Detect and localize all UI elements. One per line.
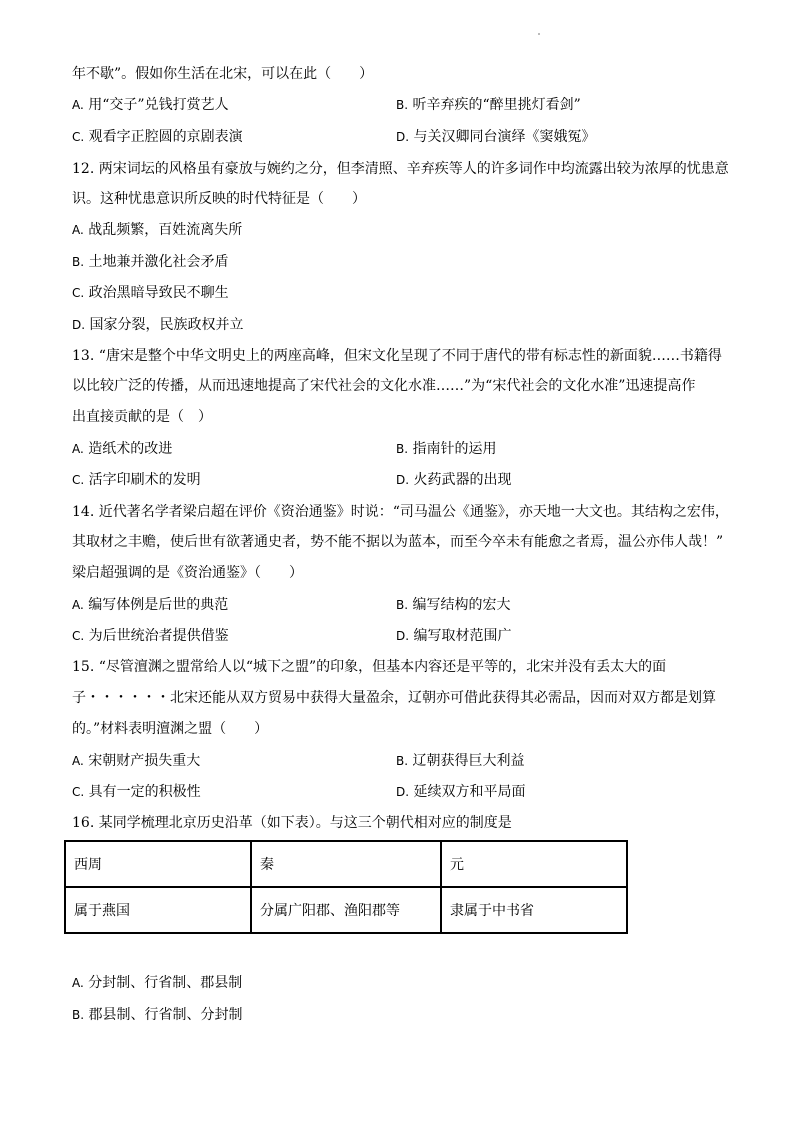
q12-option-a[interactable] [72,221,242,239]
q11-stem-tail: 年不歇”。假如你生活在北宋，可以在此（ ） [72,66,374,82]
q12-option-c[interactable] [72,284,229,302]
q13-option-b[interactable] [396,440,497,458]
q12-stem-line-2: 识。这种忧患意识所反映的时代特征是（ ） [72,191,366,207]
option-text: 郡县制、行省制、分封制 [88,1007,243,1023]
q15-stem-line-2: 子・・・・・・北宋还能从双方贸易中获得大量盈余，辽朝亦可借此获得其必需品，因而对双方都是划算 [72,690,716,706]
q14-stem-line-2: 其取材之丰赡，使后世有欲著通史者，势不能不据以为蓝本，而至今卒未有能愈之者焉，温公亦伟人哉！” [72,534,724,550]
option-label: D. [396,785,410,799]
scan-dot [538,33,540,35]
table-header-cell: 元 [441,841,627,887]
option-label: C. [72,629,85,643]
option-text: 宋朝财产损失重大 [88,753,201,769]
q14-option-a[interactable] [72,596,228,614]
option-label: C. [72,286,85,300]
q14-stem-line-1: 14. 近代著名学者梁启超在评价《资治通鉴》时说：“司马温公《通鉴》，亦天地一大文也。其结构之宏伟， [72,504,729,520]
option-text: 用“交子”兑钱打赏艺人 [88,97,229,113]
q16-option-b[interactable] [72,1006,243,1024]
option-label: A. [72,98,84,112]
q13-stem-line-1: 13. “唐宋是整个中华文明史上的两座高峰，但宋文化呈现了不同于唐代的带有标志性的新面貌……书籍得 [72,348,722,364]
option-text: 活字印刷术的发明 [88,472,201,488]
table-cell: 属于燕国 [65,887,251,933]
q13-option-a[interactable] [72,440,172,458]
option-label: C. [72,473,85,487]
table-row [65,887,627,933]
q15-stem-line-3: 的。”材料表明澶渊之盟（ ） [72,721,269,737]
q13-stem-line-2: 以比较广泛的传播，从而迅速地提高了宋代社会的文化水准……”为“宋代社会的文化水准”迅速提高作 [72,378,696,394]
option-text: 与关汉卿同台演绎《窦娥冤》 [413,129,596,145]
option-label: C. [72,785,85,799]
option-label: B. [396,98,409,112]
option-label: A. [72,598,84,612]
option-text: 战乱频繁，百姓流离失所 [88,222,243,238]
option-label: C. [72,130,85,144]
option-label: A. [72,223,84,237]
option-text: 国家分裂，民族政权并立 [89,317,244,333]
option-label: B. [396,442,409,456]
option-text: 为后世统治者提供借鉴 [88,628,229,644]
option-label: A. [72,976,84,990]
q13-option-d[interactable] [396,471,512,489]
q14-option-d[interactable] [396,627,512,645]
q15-option-a[interactable] [72,752,200,770]
option-text: 具有一定的积极性 [88,784,201,800]
option-text: 编写结构的宏大 [412,597,511,613]
q12-option-d[interactable] [72,316,244,334]
table-header-row [65,841,627,887]
table-header-cell: 秦 [251,841,441,887]
option-text: 延续双方和平局面 [413,784,526,800]
option-label: B. [396,754,409,768]
option-label: D. [396,130,410,144]
option-label: D. [396,473,410,487]
q14-option-b[interactable] [396,596,511,614]
q11-option-d[interactable] [396,128,596,146]
option-label: B. [72,1008,85,1022]
history-table [64,840,628,934]
option-label: A. [72,442,84,456]
option-label: B. [396,598,409,612]
option-text: 辽朝获得巨大利益 [412,753,525,769]
q14-option-c[interactable] [72,627,229,645]
option-text: 政治黑暗导致民不聊生 [88,285,229,301]
option-text: 分封制、行省制、郡县制 [88,975,243,991]
q12-option-b[interactable] [72,253,229,271]
q15-option-c[interactable] [72,783,201,801]
q13-option-c[interactable] [72,471,201,489]
q13-stem-line-3: 出直接贡献的是（ ） [72,409,212,425]
q15-option-d[interactable] [396,783,526,801]
q11-option-a[interactable] [72,96,229,114]
q11-option-b[interactable] [396,96,581,114]
option-text: 观看字正腔圆的京剧表演 [88,129,243,145]
table-header-cell: 西周 [65,841,251,887]
option-text: 指南针的运用 [412,441,497,457]
table-cell: 隶属于中书省 [441,887,627,933]
option-text: 土地兼并激化社会矛盾 [88,254,229,270]
option-text: 造纸术的改进 [88,441,173,457]
option-text: 编写取材范围广 [413,628,512,644]
option-text: 火药武器的出现 [413,472,512,488]
option-label: B. [72,255,85,269]
table-cell: 分属广阳郡、渔阳郡等 [251,887,441,933]
option-text: 听辛弃疾的“醉里挑灯看剑” [412,97,581,113]
q15-stem-line-1: 15. “尽管澶渊之盟常给人以“城下之盟”的印象，但基本内容还是平等的，北宋并没有丢太大的面 [72,659,667,675]
q15-option-b[interactable] [396,752,525,770]
q16-stem: 16. 某同学梳理北京历史沿革（如下表）。与这三个朝代相对应的制度是 [72,815,512,831]
q12-stem-line-1: 12. 两宋词坛的风格虽有豪放与婉约之分，但李清照、辛弃疾等人的许多词作中均流露出较为浓厚的忧患意 [72,161,729,177]
option-label: D. [396,629,410,643]
q16-option-a[interactable] [72,974,242,992]
q14-stem-line-3: 梁启超强调的是《资治通鉴》（ ） [72,565,303,581]
option-label: D. [72,318,86,332]
option-text: 编写体例是后世的典范 [88,597,229,613]
option-label: A. [72,754,84,768]
q11-option-c[interactable] [72,128,243,146]
